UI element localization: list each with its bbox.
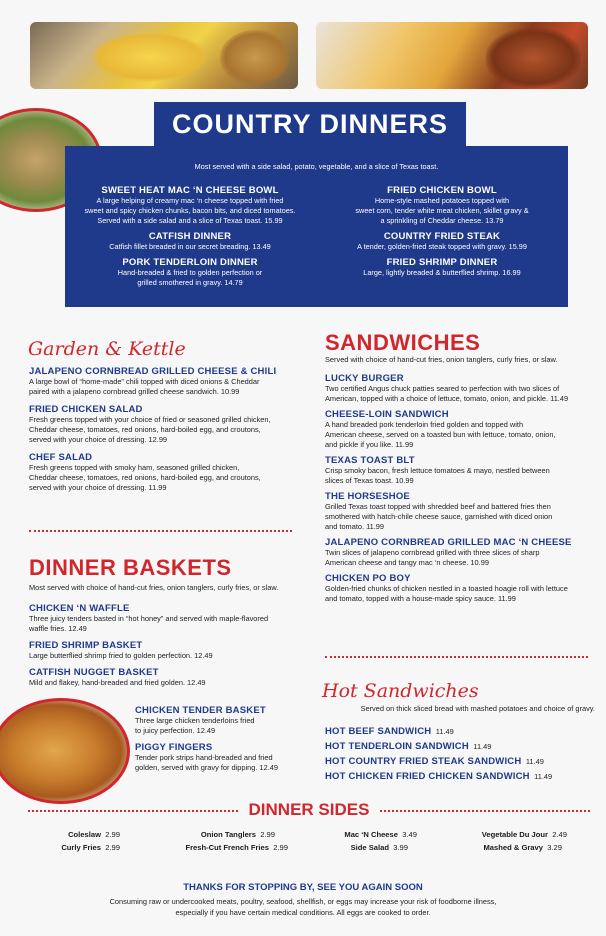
side-item: Coleslaw 2.99 bbox=[68, 830, 120, 839]
menu-item-title: FRIED CHICKEN BOWL bbox=[387, 185, 497, 196]
side-item: Side Salad 3.99 bbox=[350, 843, 408, 852]
hot-sandwiches-subtitle: Served on thick sliced bread with mashed potatoes and choice of gravy. bbox=[360, 704, 595, 713]
dinner-baskets-list bbox=[29, 603, 314, 688]
hot-sandwiches-title: Hot Sandwiches bbox=[322, 680, 479, 702]
country-dinners-left bbox=[75, 185, 305, 288]
side-item: Onion Tanglers 2.99 bbox=[200, 830, 275, 839]
menu-item-desc: and tomato. 11.99 bbox=[325, 522, 385, 531]
side-item: Curly Fries 2.99 bbox=[61, 843, 120, 852]
menu-item-desc: Hand-breaded & fried to golden perfection or bbox=[117, 268, 263, 277]
menu-item-title: CHICKEN ‘N WAFFLE bbox=[29, 603, 130, 614]
divider bbox=[28, 810, 238, 812]
food-safety-notice: Consuming raw or undercooked meats, poultry, seafood, shellfish, or eggs may increase your risk of foodborne illness, bbox=[109, 897, 497, 906]
menu-item-desc: slices of Texas toast. 10.99 bbox=[325, 476, 414, 485]
menu-item-desc: sweet and spicy chicken chunks, bacon bits, and diced tomatoes. bbox=[84, 206, 296, 215]
menu-item-desc: Mild and flakey, hand-breaded and fried golden. 12.49 bbox=[29, 678, 206, 687]
menu-item-desc: served with your choice of dressing. 11.99 bbox=[29, 483, 167, 492]
menu-item-desc: Catfish fillet breaded in our secret breading. 13.49 bbox=[109, 242, 271, 251]
menu-item-desc: smothered with hatch-chile cheese sauce, garnished with diced onion bbox=[325, 512, 553, 521]
menu-item-desc: Crisp smoky bacon, fresh lettuce tomatoes & mayo, nestled between bbox=[325, 466, 550, 475]
menu-item-title: COUNTRY FRIED STEAK bbox=[383, 231, 501, 242]
menu-item-desc: Three large chicken tenderloins fried bbox=[135, 716, 255, 725]
menu-item-desc: Large butterflied shrimp fried to golden perfection. 12.49 bbox=[29, 651, 213, 660]
menu-item-price: 11.49 bbox=[534, 772, 553, 781]
menu-item-title: TEXAS TOAST BLT bbox=[325, 455, 415, 466]
menu-item-title: THE HORSESHOE bbox=[325, 491, 410, 502]
menu-item-desc: American cheese and tangy mac ‘n cheese. 10.99 bbox=[325, 558, 489, 567]
menu-item-title: CHICKEN PO BOY bbox=[325, 573, 411, 584]
food-safety-notice: especially if you have certain medical conditions. All eggs are cooked to order. bbox=[175, 908, 431, 917]
menu-item-title: JALAPENO CORNBREAD GRILLED MAC ‘N CHEESE bbox=[325, 537, 572, 548]
menu-item-desc: paired with a jalapeno cornbread grilled cheese sandwich. 10.99 bbox=[29, 387, 240, 396]
menu-item-desc: Twin slices of jalapeno cornbread grilled with three slices of sharp bbox=[325, 548, 540, 557]
sandwiches-title: SANDWICHES bbox=[325, 330, 481, 355]
thanks-message: THANKS FOR STOPPING BY, SEE YOU AGAIN SOON bbox=[183, 882, 423, 893]
menu-item-desc: American cheese, served on a toasted bun with lettuce, tomato, onion, bbox=[325, 430, 556, 439]
menu-item-desc: Fresh greens topped with your choice of fried or seasoned grilled chicken, bbox=[29, 415, 271, 424]
divider bbox=[380, 810, 590, 812]
garden-kettle-list bbox=[29, 366, 314, 493]
menu-item-title: FRIED CHICKEN SALAD bbox=[29, 404, 143, 415]
list-item bbox=[325, 766, 595, 781]
menu-item-desc: Golden-fried chunks of chicken nestled in a toasted hoagie roll with lettuce bbox=[325, 584, 568, 593]
menu-item-desc: Large, lightly breaded & butterflied shrimp. 16.99 bbox=[363, 268, 521, 277]
menu-item-desc: Three juicy tenders basted in “hot honey” and served with maple-flavored bbox=[29, 614, 269, 623]
menu-item-title: SWEET HEAT MAC ‘N CHEESE BOWL bbox=[101, 185, 279, 196]
dinner-baskets-title: DINNER BASKETS bbox=[29, 555, 232, 580]
country-dinners-title: COUNTRY DINNERS bbox=[154, 102, 466, 146]
list-item bbox=[325, 721, 595, 736]
menu-item-title: CHEESE-LOIN SANDWICH bbox=[325, 409, 449, 420]
menu-item-desc: Fresh greens topped with smoky ham, seasoned grilled chicken, bbox=[29, 463, 240, 472]
menu-item-title: PIGGY FINGERS bbox=[135, 742, 213, 753]
menu-item-title: CATFISH DINNER bbox=[148, 231, 232, 242]
grilled-cheese-photo bbox=[30, 22, 298, 89]
menu-item-desc: American, topped with a choice of lettuce, tomato, onion, and pickle. 11.49 bbox=[325, 394, 569, 403]
menu-item-desc: Cheddar cheese, tomatoes, red onions, hard-boiled egg, and croutons, bbox=[29, 473, 261, 482]
divider bbox=[325, 656, 588, 658]
menu-item-title: CATFISH NUGGET BASKET bbox=[29, 667, 159, 678]
menu-item-title: HOT CHICKEN FRIED CHICKEN SANDWICH bbox=[325, 771, 530, 782]
burger-fries-photo bbox=[316, 22, 588, 89]
list-item bbox=[325, 736, 595, 751]
menu-item-desc: Grilled Texas toast topped with shredded beef and battered fries then bbox=[325, 502, 551, 511]
menu-item-price: 11.49 bbox=[435, 727, 454, 736]
menu-item-desc: Served with a side salad and a slice of Texas toast. 15.99 bbox=[97, 216, 283, 225]
menu-item-desc: Home-style mashed potatoes topped with bbox=[374, 196, 510, 205]
menu-item-desc: golden, served with gravy for dipping. 12.49 bbox=[135, 763, 278, 772]
menu-item-desc: A large bowl of “home-made” chili topped with diced onions & Cheddar bbox=[29, 377, 260, 386]
menu-item-title: HOT COUNTRY FRIED STEAK SANDWICH bbox=[325, 756, 522, 767]
menu-item-desc: A tender, golden-fried steak topped with gravy. 15.99 bbox=[357, 242, 527, 251]
menu-item-title: FRIED SHRIMP DINNER bbox=[386, 257, 498, 268]
side-item: Mac ‘N Cheese 3.49 bbox=[344, 830, 417, 839]
menu-item-desc: A hand breaded pork tenderloin fried golden and topped with bbox=[325, 420, 524, 429]
menu-item-desc: and pickle if you like. 11.99 bbox=[325, 440, 414, 449]
menu-item-title: HOT TENDERLOIN SANDWICH bbox=[325, 741, 469, 752]
country-dinners-panel bbox=[65, 146, 568, 307]
menu-item-desc: waffle fries. 12.49 bbox=[29, 624, 87, 633]
menu-item-price: 11.49 bbox=[525, 757, 544, 766]
menu-item-desc: a sprinkling of Cheddar cheese. 13.79 bbox=[380, 216, 504, 225]
dinner-baskets-list-2 bbox=[135, 705, 315, 773]
menu-item-desc: Two certified Angus chuck patties seared to perfection with two slices of bbox=[325, 384, 560, 393]
menu-item-title: HOT BEEF SANDWICH bbox=[325, 726, 432, 737]
menu-item-desc: to juicy perfection. 12.49 bbox=[135, 726, 216, 735]
dinner-baskets-subtitle: Most served with choice of hand-cut fries, onion tanglers, curly fries, or slaw. bbox=[29, 583, 279, 592]
menu-item-desc: sweet corn, tender white meat chicken, skillet gravy & bbox=[355, 206, 529, 215]
side-item: Mashed & Gravy 3.29 bbox=[483, 843, 562, 852]
menu-item-title: CHEF SALAD bbox=[29, 452, 93, 463]
menu-item-desc: served with your choice of dressing. 12.99 bbox=[29, 435, 168, 444]
menu-item-desc: A large helping of creamy mac ‘n cheese topped with fried bbox=[96, 196, 284, 205]
sandwiches-subtitle: Served with choice of hand-cut fries, onion tanglers, curly fries, or slaw. bbox=[325, 355, 558, 364]
hot-sandwiches-list bbox=[325, 721, 595, 781]
country-dinners-subtitle: Most served with a side salad, potato, vegetable, and a slice of Texas toast. bbox=[194, 162, 439, 171]
country-dinners-right bbox=[327, 185, 557, 278]
menu-item-price: 11.49 bbox=[473, 742, 492, 751]
side-item: Fresh-Cut French Fries 2.99 bbox=[185, 843, 288, 852]
menu-item-desc: grilled smothered in gravy. 14.79 bbox=[137, 278, 243, 287]
menu-item-title: JALAPENO CORNBREAD GRILLED CHEESE & CHILI bbox=[29, 366, 277, 377]
menu-item-title: CHICKEN TENDER BASKET bbox=[135, 705, 266, 716]
menu-item-title: FRIED SHRIMP BASKET bbox=[29, 640, 143, 651]
divider bbox=[29, 530, 292, 532]
sandwiches-list bbox=[325, 373, 595, 604]
chicken-tenders-photo bbox=[0, 698, 130, 804]
menu-item-title: LUCKY BURGER bbox=[325, 373, 404, 384]
menu-item-title: PORK TENDERLOIN DINNER bbox=[122, 257, 258, 268]
side-item: Vegetable Du Jour 2.49 bbox=[481, 830, 567, 839]
menu-item-desc: and tomato, topped with a house-made spicy sauce. 11.99 bbox=[325, 594, 516, 603]
menu-item-desc: Cheddar cheese, tomatoes, red onions, hard-boiled egg, and croutons, bbox=[29, 425, 261, 434]
garden-kettle-title: Garden & Kettle bbox=[28, 338, 186, 360]
dinner-sides-title: DINNER SIDES bbox=[248, 800, 370, 819]
list-item bbox=[325, 751, 595, 766]
menu-item-desc: Tender pork strips hand-breaded and fried bbox=[135, 753, 273, 762]
